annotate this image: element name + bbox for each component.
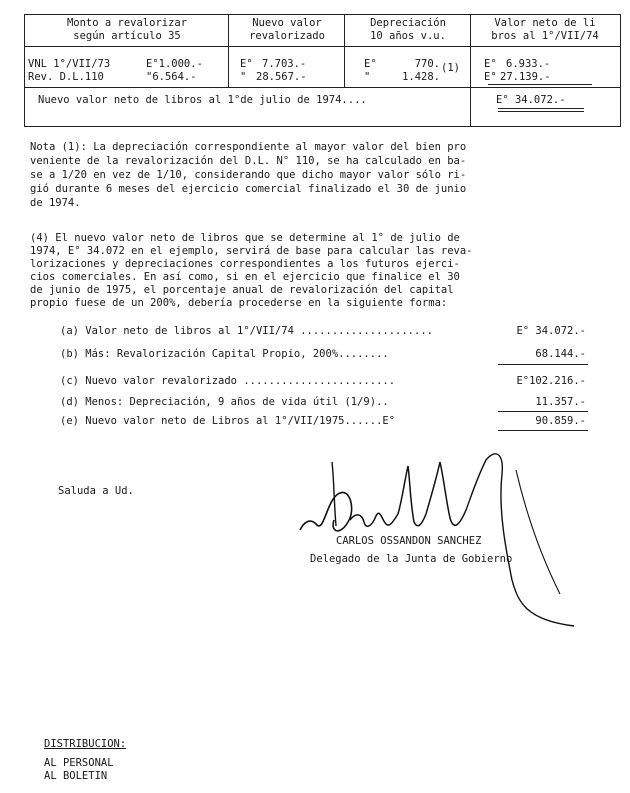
row2-reval-symbol: " xyxy=(240,71,247,83)
calc-e-label: (e) Nuevo valor neto de Libros al 1°/VII/1975......E° xyxy=(60,415,396,427)
header-net-line1: Valor neto de li xyxy=(494,17,596,29)
calc-c-value: E°102.216.- xyxy=(516,375,586,387)
calc-e-value: 90.859.- xyxy=(535,415,586,427)
note4-line4: cios comerciales. En así como, si en el ejercicio que finalice el 30 xyxy=(30,271,460,283)
row2-label: Rev. D.L.110 xyxy=(28,71,104,83)
row1-reval-symbol: E° xyxy=(240,58,253,70)
note4-line6: propio fuese de un 200%, debería procederse en la siguiente forma: xyxy=(30,297,448,309)
signer-name: CARLOS OSSANDON SANCHEZ xyxy=(336,535,482,547)
row2-reval: 28.567.- xyxy=(256,71,307,83)
header-revalued-line1: Nuevo valor xyxy=(252,17,322,29)
note1-line2: veniente de la revalorización del D.L. N° 110, se ha calculado en ba- xyxy=(30,155,467,167)
calc-c-label: (c) Nuevo valor revalorizado ........................ xyxy=(60,375,396,387)
row1-dep: 770. xyxy=(414,58,440,70)
note1-line5: de 1974. xyxy=(30,197,81,209)
row2-dep-symbol: " xyxy=(364,71,371,83)
row2-net: 27.139.- xyxy=(500,71,551,83)
calc-b-value: 68.144.- xyxy=(535,348,586,360)
header-depreciation-line2: 10 años v.u. xyxy=(370,30,446,42)
closing-text: Saluda a Ud. xyxy=(58,485,134,497)
distribution-item-personal: AL PERSONAL xyxy=(44,757,114,769)
calc-d-value: 11.357.- xyxy=(535,396,586,408)
calc-b-underline xyxy=(498,364,588,365)
row2-amount: "6.564.- xyxy=(146,71,197,83)
calc-b-label: (b) Más: Revalorización Capital Propio, 200%........ xyxy=(60,348,389,360)
note1-line3: se a 1/20 en vez de 1/10, considerando que dicho mayor valor sólo ri- xyxy=(30,169,467,181)
table-total-value: E° 34.072.- xyxy=(496,94,566,106)
row1-net: 6.933.- xyxy=(506,58,551,70)
total-double-underline-b xyxy=(498,111,584,112)
note4-line2: 1974, E° 34.072 en el ejemplo, servirá de base para calcular las reva- xyxy=(30,245,473,257)
calc-a-value: E° 34.072.- xyxy=(516,325,586,337)
note4-line5: de junio de 1975, el porcentaje anual de revalorización del capital xyxy=(30,284,454,296)
total-double-underline-a xyxy=(498,108,584,109)
table-col-divider-2 xyxy=(344,14,345,87)
table-col-divider-1 xyxy=(228,14,229,87)
row1-dep-symbol: E° xyxy=(364,58,377,70)
table-rows-divider xyxy=(24,87,621,88)
signer-title: Delegado de la Junta de Gobierno xyxy=(310,553,513,565)
distribution-item-boletin: AL BOLETIN xyxy=(44,770,108,782)
calc-d-label: (d) Menos: Depreciación, 9 años de vida útil (1/9).. xyxy=(60,396,389,408)
header-amount-line1: Monto a revalorizar xyxy=(66,17,188,29)
distribution-heading: DISTRIBUCION: xyxy=(44,738,127,750)
row2-dep: 1.428. xyxy=(402,71,440,83)
row2-net-underline xyxy=(488,84,592,85)
row1-net-symbol: E° xyxy=(484,58,497,70)
table-total-label: Nuevo valor neto de libros al 1°de julio de 1974.... xyxy=(38,94,367,106)
note4-line1: (4) El nuevo valor neto de libros que se determine al 1° de julio de xyxy=(30,232,460,244)
note4-line3: lorizaciones y depreciaciones correspondientes a los futuros ejerci- xyxy=(30,258,460,270)
row1-reval: 7.703.- xyxy=(262,58,307,70)
header-amount-line2: según artículo 35 xyxy=(73,30,181,42)
header-depreciation-line1: Depreciación xyxy=(370,17,446,29)
calc-e-underline xyxy=(498,430,588,431)
calc-a-label: (a) Valor neto de libros al 1°/VII/74 ..................... xyxy=(60,325,433,337)
calc-d-underline xyxy=(498,411,588,412)
row1-amount: E°1.000.- xyxy=(146,58,203,70)
header-revalued-line2: revalorizado xyxy=(249,30,325,42)
note1-line1: Nota (1): La depreciación correspondiente al mayor valor del bien pro xyxy=(30,141,467,153)
header-net-line2: bros al 1°/VII/74 xyxy=(491,30,599,42)
row1-dep-note: (1) xyxy=(441,62,460,74)
note1-line4: gió durante 6 meses del ejercicio comercial finalizado el 30 de junio xyxy=(30,183,467,195)
row1-label: VNL 1°/VII/73 xyxy=(28,58,111,70)
row2-net-symbol: E° xyxy=(484,71,497,83)
table-header-divider xyxy=(24,46,621,47)
